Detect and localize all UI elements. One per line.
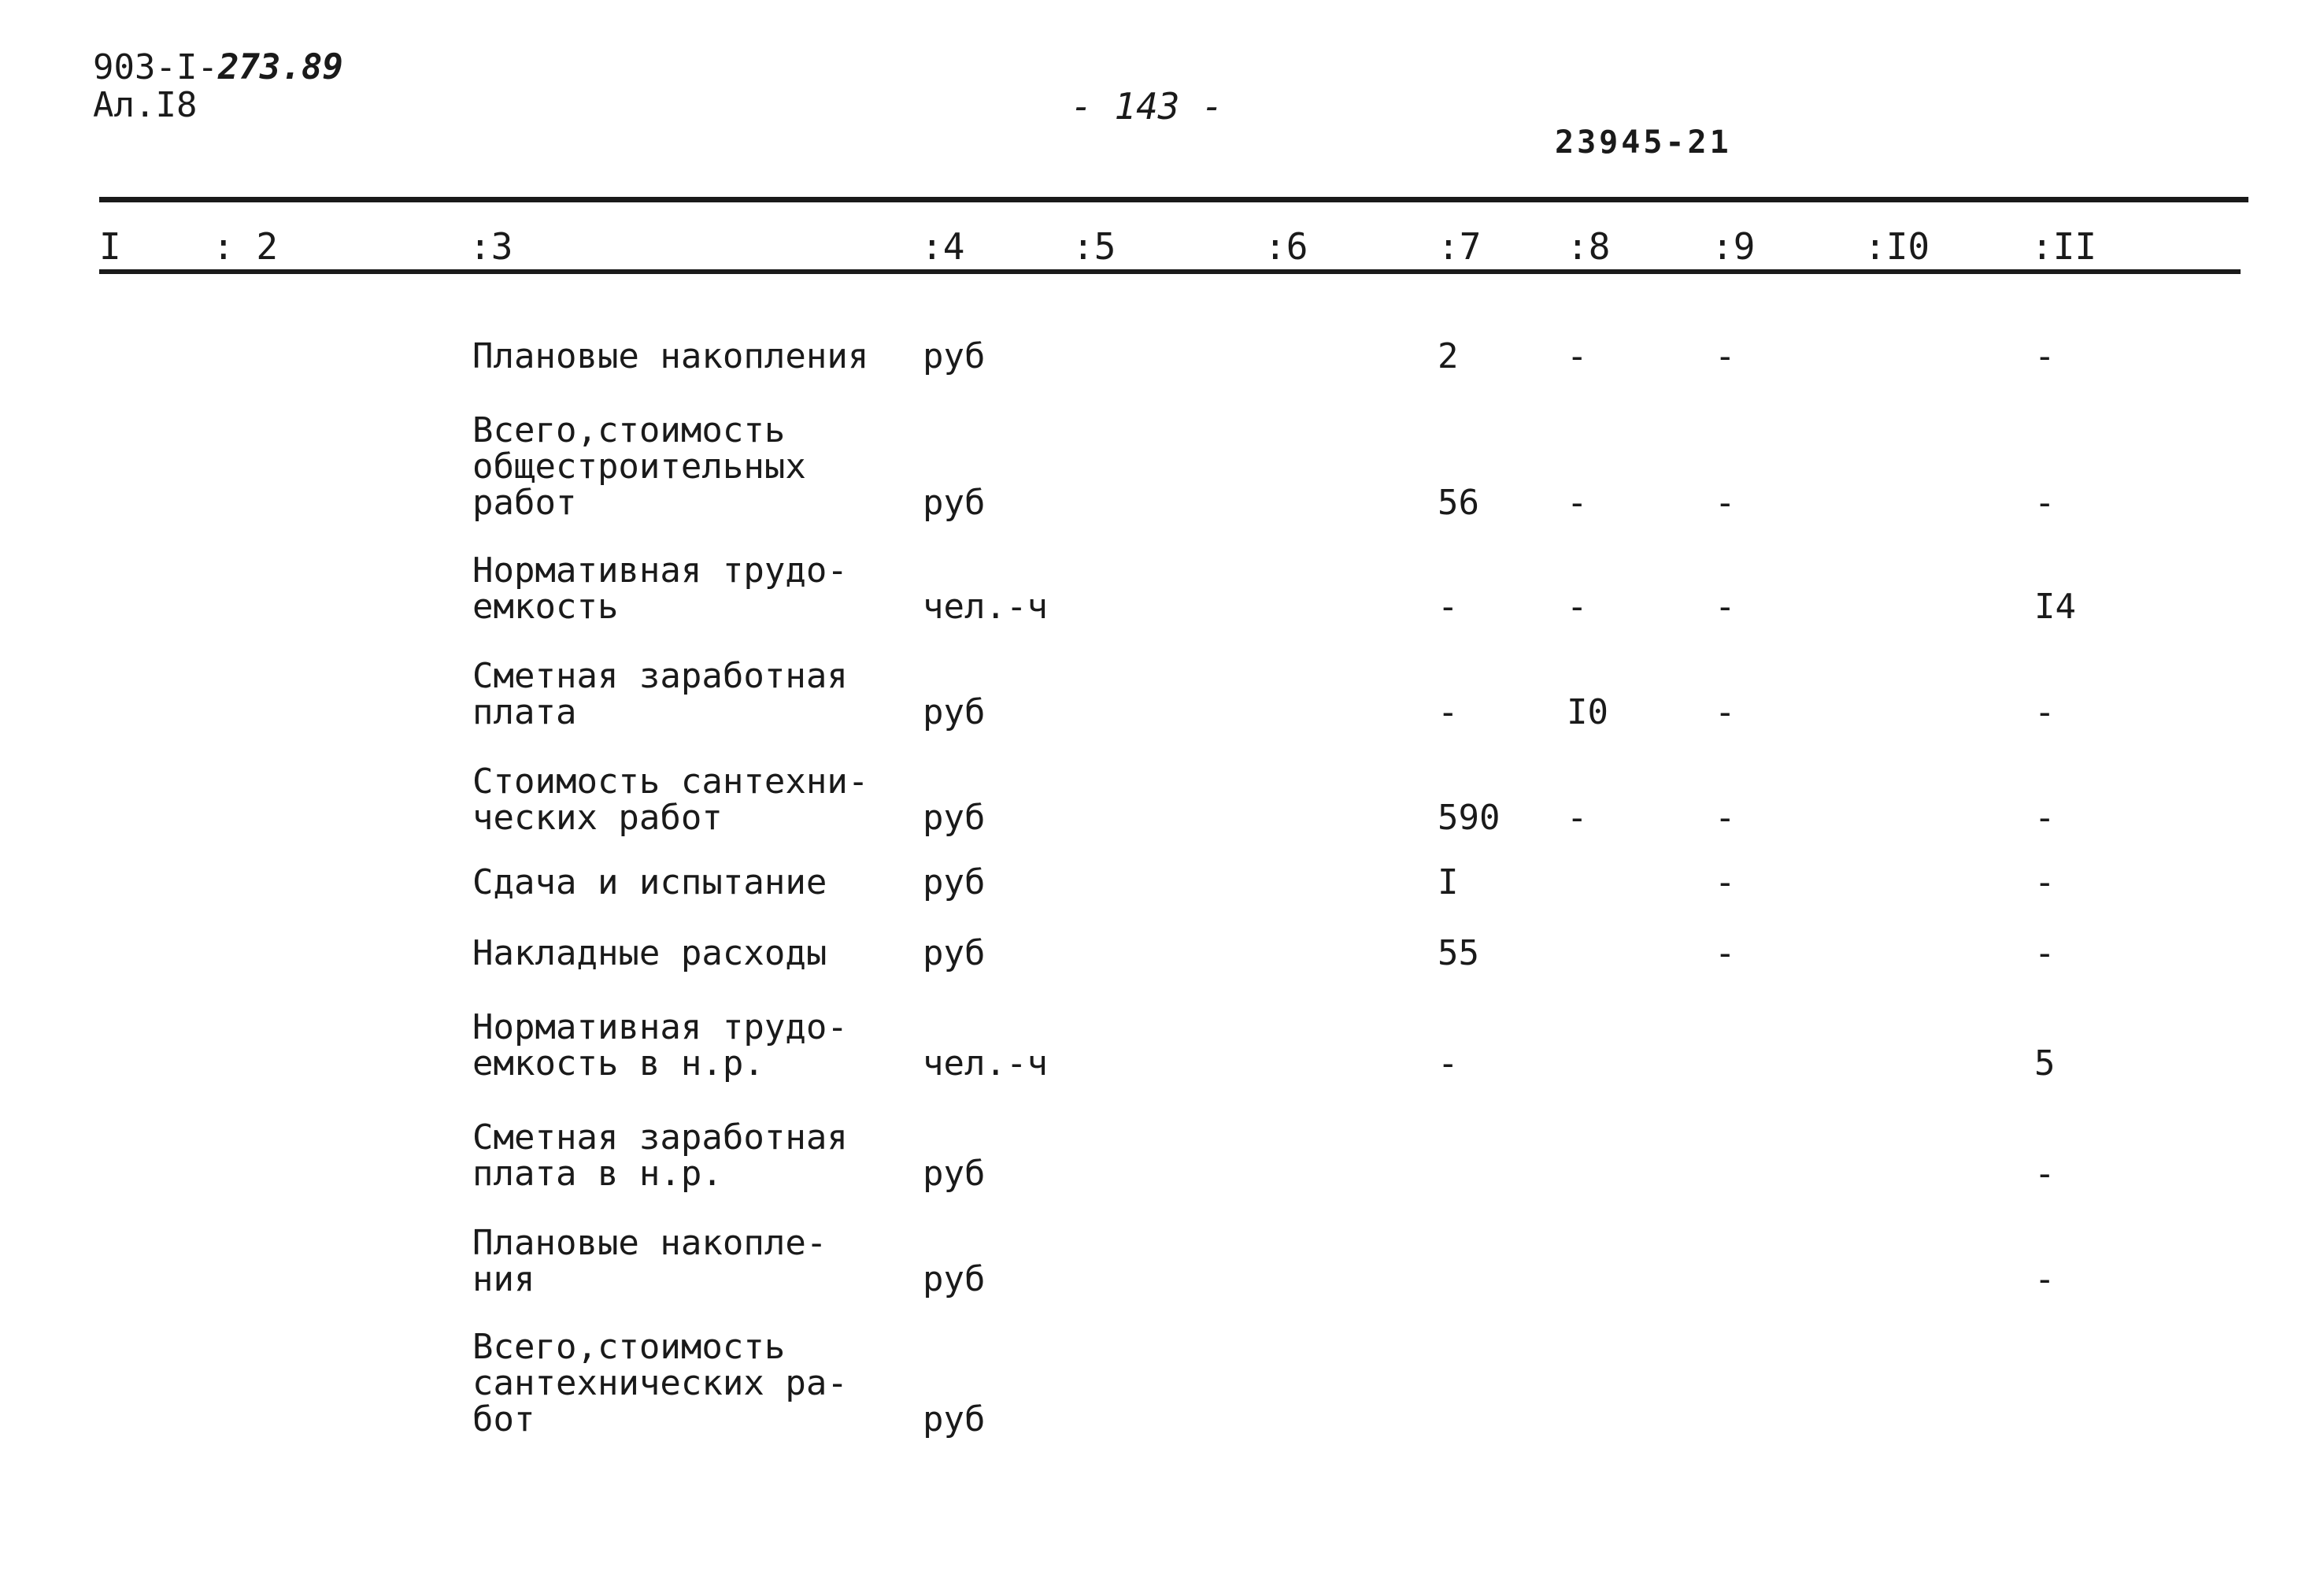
row-name: Сметная заработная плата в н.р. [472, 1117, 848, 1194]
column-header: :3 [469, 225, 513, 268]
row-value-col11: - [2034, 798, 2056, 838]
row-value-col7: - [1438, 1043, 1459, 1084]
row-name: Сметная заработная плата [472, 656, 848, 732]
row-value-col7: 590 [1438, 798, 1501, 838]
column-header: :6 [1264, 225, 1308, 268]
row-name: Всего,стоимость сантехнических ра- бот [472, 1327, 848, 1439]
top-rule [99, 197, 2248, 202]
document-code-prefix: 903-I- [93, 47, 218, 87]
row-value-col11: I4 [2034, 587, 2076, 627]
row-unit: руб [923, 692, 986, 732]
row-value-col7: - [1438, 692, 1459, 732]
column-header: :I0 [1864, 225, 1930, 268]
row-value-col7: I [1438, 862, 1459, 902]
row-value-col8: I0 [1567, 692, 1608, 732]
header-rule [99, 269, 2241, 274]
row-name: Нормативная трудо- емкость [472, 550, 848, 627]
row-unit: руб [923, 336, 986, 376]
row-value-col11: - [2034, 1259, 2056, 1299]
document-code [93, 49, 343, 87]
row-value-col11: - [2034, 1154, 2056, 1194]
column-header: :II [2031, 225, 2097, 268]
row-value-col9: - [1715, 862, 1736, 902]
column-header: :4 [921, 225, 965, 268]
column-header: : 2 [213, 225, 279, 268]
row-value-col9: - [1715, 587, 1736, 627]
row-unit: чел.-ч [923, 1043, 1048, 1084]
row-value-col11: - [2034, 862, 2056, 902]
row-value-col8: - [1567, 483, 1588, 523]
row-unit: руб [923, 1154, 986, 1194]
row-name: Всего,стоимость общестроительных работ [472, 410, 806, 523]
row-value-col9: - [1715, 336, 1736, 376]
row-value-col7: 2 [1438, 336, 1459, 376]
column-header: :8 [1567, 225, 1611, 268]
row-value-col9: - [1715, 483, 1736, 523]
row-value-col11: 5 [2034, 1043, 2056, 1084]
row-value-col11: - [2034, 336, 2056, 376]
row-name: Плановые накопления [472, 336, 869, 376]
row-unit: руб [923, 862, 986, 902]
column-header: :9 [1712, 225, 1756, 268]
row-unit: руб [923, 1259, 986, 1299]
row-unit: чел.-ч [923, 587, 1048, 627]
order-number: 23945-21 [1555, 124, 1732, 161]
row-value-col8: - [1567, 336, 1588, 376]
row-name: Сдача и испытание [472, 862, 827, 902]
row-name: Нормативная трудо- емкость в н.р. [472, 1007, 848, 1084]
row-value-col7: - [1438, 587, 1459, 627]
row-value-col7: 56 [1438, 483, 1479, 523]
row-value-col9: - [1715, 692, 1736, 732]
row-value-col8: - [1567, 587, 1588, 627]
row-name: Плановые накопле- ния [472, 1223, 827, 1299]
row-unit: руб [923, 798, 986, 838]
row-name: Накладные расходы [472, 933, 827, 973]
row-value-col11: - [2034, 933, 2056, 973]
sheet-label: Ал.I8 [93, 85, 198, 125]
row-value-col11: - [2034, 692, 2056, 732]
column-header: :7 [1438, 225, 1482, 268]
page-number: - 143 - [1071, 85, 1223, 128]
row-unit: руб [923, 933, 986, 973]
row-value-col9: - [1715, 798, 1736, 838]
row-name: Стоимость сантехни- ческих работ [472, 761, 869, 838]
row-value-col8: - [1567, 798, 1588, 838]
document-code-handwritten: 273.89 [217, 47, 343, 87]
row-value-col9: - [1715, 933, 1736, 973]
row-value-col11: - [2034, 483, 2056, 523]
column-header: :5 [1072, 225, 1116, 268]
column-header: I [99, 225, 121, 268]
row-value-col7: 55 [1438, 933, 1479, 973]
row-unit: руб [923, 1399, 986, 1439]
row-unit: руб [923, 483, 986, 523]
